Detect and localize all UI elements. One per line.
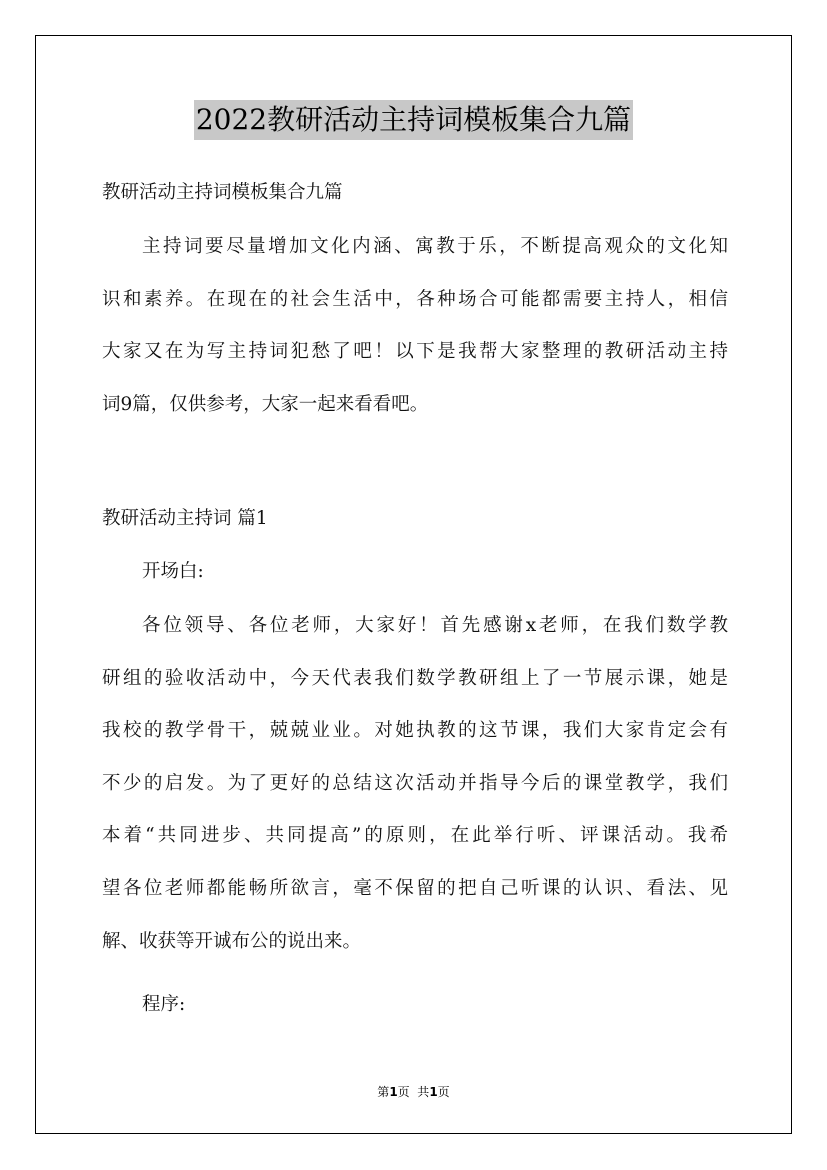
footer-page-total: 1 bbox=[429, 1085, 438, 1099]
page-footer bbox=[0, 1083, 827, 1100]
paragraph-line: 望各位老师都能畅所欲言，毫不保留的把自己听课的认识、看法、见 bbox=[102, 877, 728, 899]
footer-page-number: 1 bbox=[389, 1085, 398, 1099]
paragraph-line: 我校的教学骨干，兢兢业业。对她执教的这节课，我们大家肯定会有 bbox=[102, 720, 728, 742]
paragraph-line: 各位领导、各位老师，大家好！首先感谢x老师，在我们数学教 bbox=[142, 615, 728, 636]
intro-paragraph bbox=[102, 221, 728, 431]
paragraph-line: 解、收获等开诚布公的说出来。 bbox=[102, 930, 362, 952]
footer-suffix: 页 bbox=[437, 1085, 450, 1099]
paragraph-line: 大家又在为写主持词犯愁了吧！以下是我帮大家整理的教研活动主持 bbox=[102, 341, 728, 363]
paragraph-line: 本着“共同进步、共同提高”的原则，在此举行听、评课活动。我希 bbox=[102, 825, 728, 847]
program-label: 程序: bbox=[142, 994, 186, 1015]
paragraph-line: 词9篇，仅供参考，大家一起来看看吧。 bbox=[102, 393, 429, 415]
paragraph-line: 识和素养。在现在的社会生活中，各种场合可能都需要主持人，相信 bbox=[102, 288, 728, 310]
title-container bbox=[0, 100, 827, 140]
opening-label: 开场白: bbox=[142, 561, 204, 582]
section-heading: 教研活动主持词 篇1 bbox=[102, 508, 268, 529]
footer-middle: 页 共 bbox=[397, 1085, 430, 1099]
paragraph-line: 研组的验收活动中，今天代表我们数学教研组上了一节展示课，她是 bbox=[102, 667, 728, 689]
opening-paragraph bbox=[102, 600, 728, 968]
document-subtitle: 教研活动主持词模板集合九篇 bbox=[102, 182, 343, 203]
paragraph-line: 主持词要尽量增加文化内涵、寓教于乐，不断提高观众的文化知 bbox=[142, 236, 728, 257]
document-title: 2022教研活动主持词模板集合九篇 bbox=[194, 100, 633, 140]
footer-prefix: 第 bbox=[377, 1085, 390, 1099]
paragraph-line: 不少的启发。为了更好的总结这次活动并指导今后的课堂教学，我们 bbox=[102, 772, 728, 794]
